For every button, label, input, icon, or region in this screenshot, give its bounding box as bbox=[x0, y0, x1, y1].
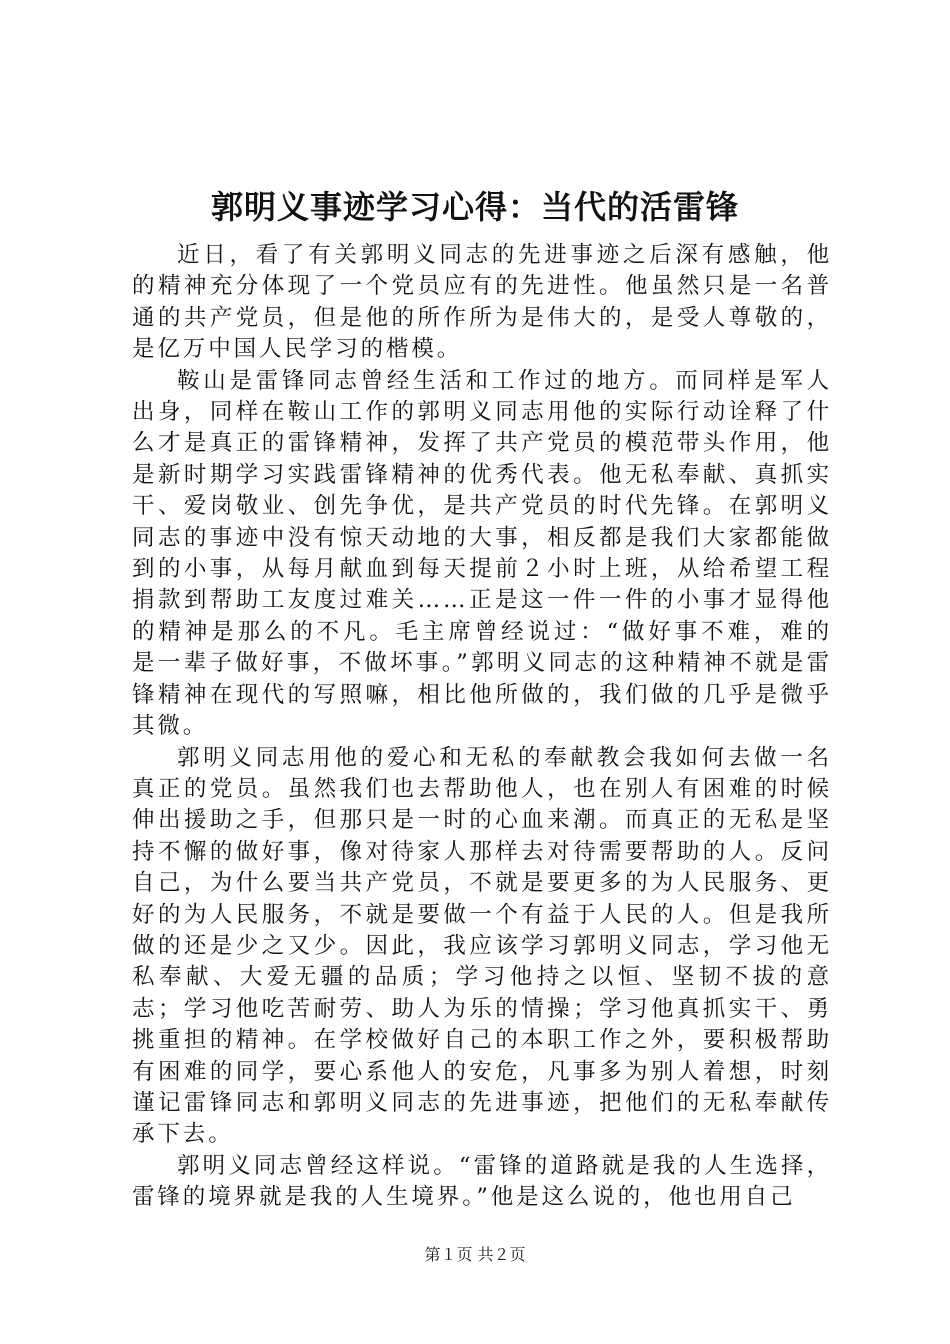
page-footer: 第１页 共２页 bbox=[424, 1245, 526, 1264]
document-title: 郭明义事迹学习心得：当代的活雷锋 bbox=[210, 188, 739, 226]
paragraph-3: 郭明义同志用他的爱心和无私的奉献教会我如何去做一名真正的党员。虽然我们也去帮助他人，也在别人有困难的时候伸出援助之手，但那只是一时的心血来潮。而真正的无私是坚持不懈的做好事，像对待家人那样去对待需要帮助的人。反问自己，为什么要当共产党员，不就是要更多的为人民服务、更好的为人民服务，不就是要做一个有益于人民的人。但是我所做的还是少之又少。因此，我应该学习郭明义同志，学习他无私奉献、大爱无疆的品质；学习他持之以恒、坚韧不拔的意志；学习他吃苦耐劳、助人为乐的情操；学习他真抓实干、勇挑重担的精神。在学校做好自己的本职工作之外，要积极帮助有困难的同学，要心系他人的安危，凡事多为别人着想，时刻谨记雷锋同志和郭明义同志的先进事迹，把他们的无私奉献传承下去。 bbox=[132, 744, 832, 1148]
paragraph-4: 郭明义同志曾经这样说。“雷锋的道路就是我的人生选择，雷锋的境界就是我的人生境界。”他是这么说的，他也用自己 bbox=[132, 1152, 832, 1211]
paragraph-2: 鞍山是雷锋同志曾经生活和工作过的地方。而同样是军人出身，同样在鞍山工作的郭明义同志用他的实际行动诠释了什么才是真正的雷锋精神，发挥了共产党员的模范带头作用，他是新时期学习实践雷锋精神的优秀代表。他无私奉献、真抓实干、爱岗敬业、创先争优，是共产党员的时代先锋。在郭明义同志的事迹中没有惊天动地的大事，相反都是我们大家都能做到的小事，从每月献血到每天提前２小时上班，从给希望工程捐款到帮助工友度过难关……正是这一件一件的小事才显得他的精神是那么的不凡。毛主席曾经说过：“做好事不难，难的是一辈子做好事，不做坏事。”郭明义同志的这种精神不就是雷锋精神在现代的写照嘛，相比他所做的，我们做的几乎是微乎其微。 bbox=[132, 367, 832, 740]
document-body bbox=[132, 240, 832, 1214]
paragraph-1: 近日，看了有关郭明义同志的先进事迹之后深有感触，他的精神充分体现了一个党员应有的先进性。他虽然只是一名普通的共产党员，但是他的所作所为是伟大的，是受人尊敬的，是亿万中国人民学习的楷模。 bbox=[132, 242, 832, 363]
